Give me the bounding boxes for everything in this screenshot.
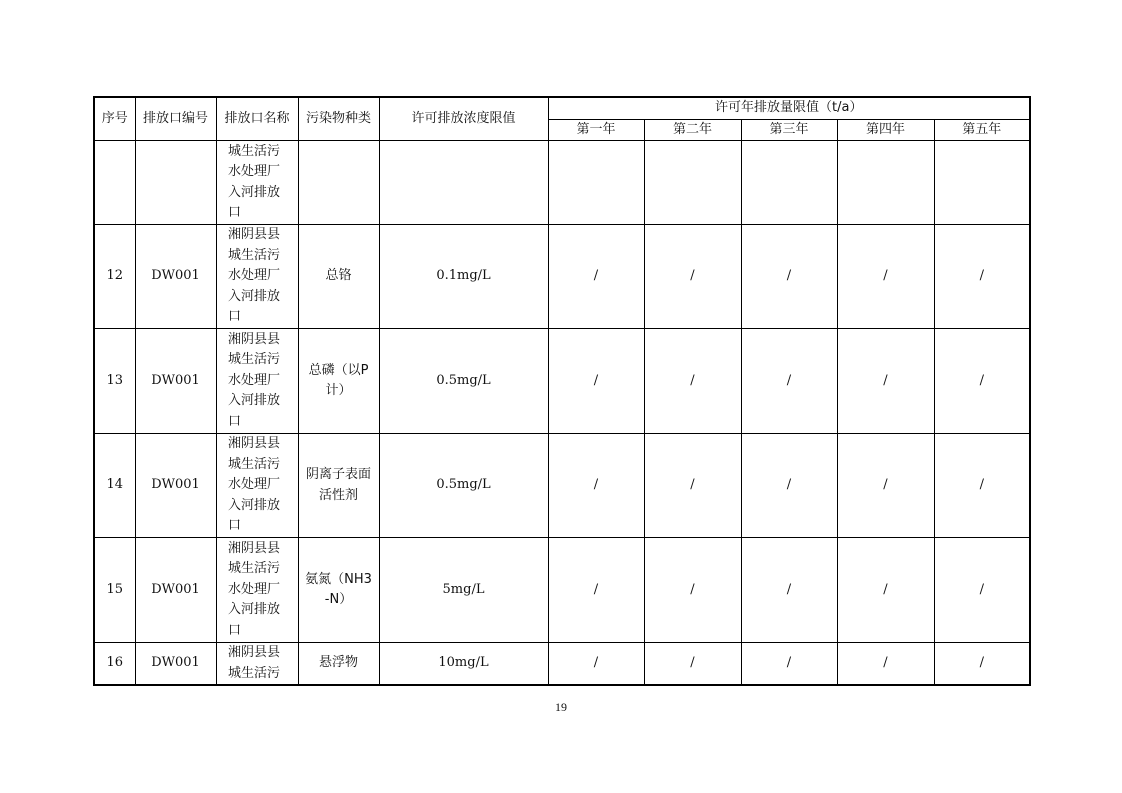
table-row xyxy=(94,329,1030,434)
cell-year-1: / xyxy=(548,434,644,538)
cell-name xyxy=(216,329,298,434)
cell-seq: 12 xyxy=(94,225,135,329)
cell-year-1: / xyxy=(548,643,644,686)
cell-year-4: / xyxy=(837,434,934,538)
cell-code: DW001 xyxy=(135,643,216,686)
header-pollutant: 污染物种类 xyxy=(298,97,379,141)
cell-name xyxy=(216,141,298,225)
outlet-name-text: 湘阴县县城生活污水处理厂入河排放口 xyxy=(228,227,281,325)
outlet-name-text: 城生活污水处理厂入河排放口 xyxy=(228,143,281,220)
header-annual-limit: 许可年排放量限值（t/a） xyxy=(548,97,1030,119)
header-concentration-limit: 许可排放浓度限值 xyxy=(379,97,548,141)
table-row xyxy=(94,643,1030,686)
outlet-name-text: 湘阴县县城生活污水处理厂入河排放口 xyxy=(228,331,281,429)
cell-name xyxy=(216,538,298,643)
table-header xyxy=(94,97,1030,141)
cell-year-3: / xyxy=(741,329,837,434)
cell-year-3: / xyxy=(741,538,837,643)
outlet-name-text: 湘阴县县城生活污 xyxy=(228,645,281,681)
cell-name xyxy=(216,434,298,538)
cell-pollutant: 悬浮物 xyxy=(298,643,379,686)
cell-seq: 13 xyxy=(94,329,135,434)
cell-name xyxy=(216,643,298,686)
cell-pollutant xyxy=(298,141,379,225)
header-year-4: 第四年 xyxy=(837,119,934,141)
cell-seq: 15 xyxy=(94,538,135,643)
cell-pollutant: 总铬 xyxy=(298,225,379,329)
header-year-2: 第二年 xyxy=(644,119,741,141)
cell-year-2: / xyxy=(644,538,741,643)
header-outlet-name: 排放口名称 xyxy=(216,97,298,141)
table-row xyxy=(94,538,1030,643)
pollutant-text: 氨氮（NH3-N） xyxy=(305,571,372,607)
cell-year-5: / xyxy=(934,643,1030,686)
header-year-5: 第五年 xyxy=(934,119,1030,141)
cell-limit: 0.1mg/L xyxy=(379,225,548,329)
cell-year-2: / xyxy=(644,643,741,686)
pollutant-text: 阴离子表面活性剂 xyxy=(305,467,371,503)
cell-limit: 10mg/L xyxy=(379,643,548,686)
cell-year-2 xyxy=(644,141,741,225)
cell-year-5: / xyxy=(934,434,1030,538)
cell-year-3: / xyxy=(741,643,837,686)
cell-pollutant xyxy=(298,329,379,434)
cell-year-4: / xyxy=(837,643,934,686)
cell-limit xyxy=(379,141,548,225)
cell-year-1: / xyxy=(548,329,644,434)
cell-code: DW001 xyxy=(135,538,216,643)
table-row xyxy=(94,434,1030,538)
cell-limit: 0.5mg/L xyxy=(379,434,548,538)
table-body xyxy=(94,141,1030,686)
cell-year-3: / xyxy=(741,225,837,329)
outlet-name-text: 湘阴县县城生活污水处理厂入河排放口 xyxy=(228,540,281,638)
cell-pollutant xyxy=(298,538,379,643)
cell-pollutant xyxy=(298,434,379,538)
cell-seq xyxy=(94,141,135,225)
cell-name xyxy=(216,225,298,329)
cell-year-4: / xyxy=(837,225,934,329)
cell-limit: 5mg/L xyxy=(379,538,548,643)
table-row xyxy=(94,225,1030,329)
cell-code: DW001 xyxy=(135,225,216,329)
cell-code xyxy=(135,141,216,225)
cell-seq: 14 xyxy=(94,434,135,538)
header-seq: 序号 xyxy=(94,97,135,141)
cell-year-5 xyxy=(934,141,1030,225)
pollutant-text: 总磷（以P计） xyxy=(308,362,369,398)
header-outlet-code: 排放口编号 xyxy=(135,97,216,141)
cell-year-4 xyxy=(837,141,934,225)
cell-year-3 xyxy=(741,141,837,225)
header-year-1: 第一年 xyxy=(548,119,644,141)
cell-year-5: / xyxy=(934,225,1030,329)
cell-year-4: / xyxy=(837,538,934,643)
permit-table xyxy=(93,96,1031,686)
cell-year-2: / xyxy=(644,434,741,538)
cell-seq: 16 xyxy=(94,643,135,686)
cell-year-5: / xyxy=(934,538,1030,643)
cell-code: DW001 xyxy=(135,329,216,434)
cell-year-1 xyxy=(548,141,644,225)
cell-year-5: / xyxy=(934,329,1030,434)
header-year-3: 第三年 xyxy=(741,119,837,141)
cell-year-4: / xyxy=(837,329,934,434)
cell-limit: 0.5mg/L xyxy=(379,329,548,434)
cell-year-2: / xyxy=(644,225,741,329)
cell-year-1: / xyxy=(548,225,644,329)
cell-year-1: / xyxy=(548,538,644,643)
cell-code: DW001 xyxy=(135,434,216,538)
cell-year-2: / xyxy=(644,329,741,434)
outlet-name-text: 湘阴县县城生活污水处理厂入河排放口 xyxy=(228,436,281,534)
table-row xyxy=(94,141,1030,225)
cell-year-3: / xyxy=(741,434,837,538)
page-number: 19 xyxy=(555,700,567,714)
